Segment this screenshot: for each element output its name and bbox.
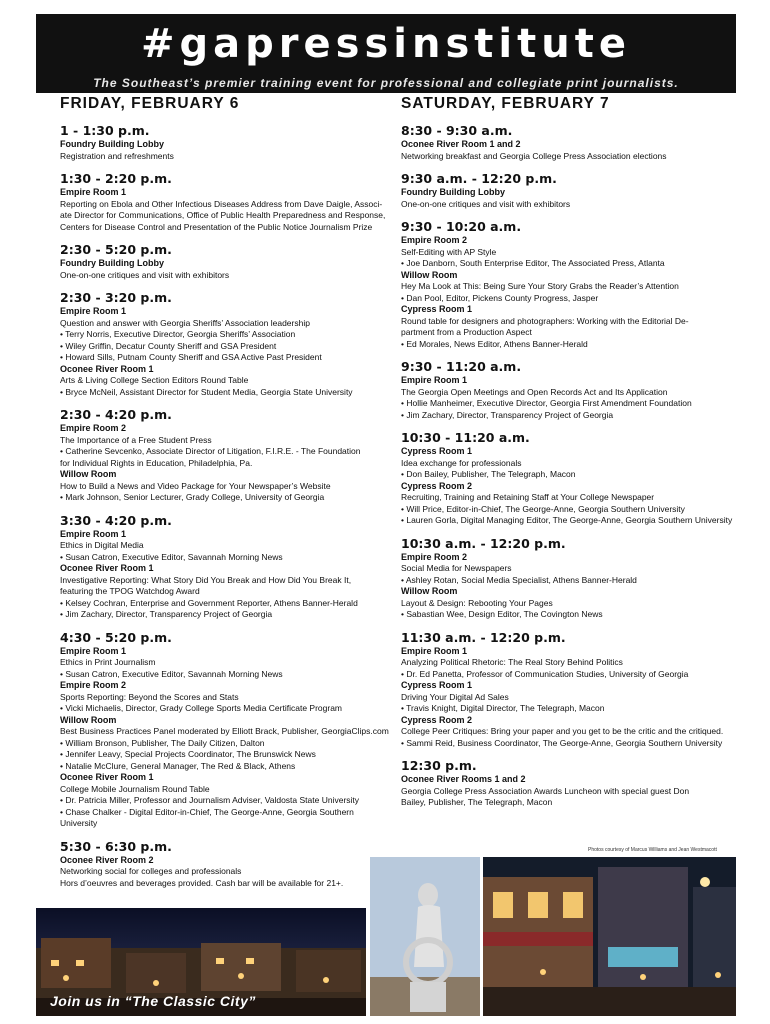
header-banner bbox=[36, 14, 736, 93]
session-block bbox=[60, 171, 390, 233]
session-detail: Georgia College Press Association Awards Luncheon with special guest Don bbox=[401, 785, 690, 796]
session-block bbox=[401, 359, 736, 421]
session-block bbox=[401, 630, 736, 750]
session-room: Oconee River Room 1 bbox=[60, 772, 154, 782]
session-detail: Networking social for colleges and professionals bbox=[60, 866, 242, 876]
session-detail: featuring the TPOG Watchdog Award bbox=[60, 586, 200, 596]
session-detail: Networking breakfast and Georgia College Press Association elections bbox=[401, 150, 667, 161]
saturday-schedule-column bbox=[401, 94, 736, 818]
session-detail: Analyzing Political Rhetoric: The Real Story Behind Politics bbox=[401, 657, 623, 667]
session-detail: • Howard Sills, Putnam County Sheriff and GSA Active Past President bbox=[60, 352, 322, 362]
session-detail: One-on-one critiques and visit with exhibitors bbox=[60, 269, 230, 280]
session-room: Empire Room 1 bbox=[401, 375, 468, 385]
session-block bbox=[60, 407, 390, 504]
session-detail: • Dr. Ed Panetta, Professor of Communication Studies, University of Georgia bbox=[401, 668, 689, 679]
session-room: Foundry Building Lobby bbox=[401, 187, 505, 197]
session-block bbox=[401, 219, 736, 350]
session-detail: • Will Price, Editor-in-Chief, The George-Anne, Georgia Southern University bbox=[401, 503, 685, 514]
session-room: Cypress Room 1 bbox=[401, 680, 473, 690]
session-room: Empire Room 1 bbox=[60, 528, 127, 539]
session-block bbox=[401, 123, 736, 162]
session-detail: • Ed Morales, News Editor, Athens Banner-Herald bbox=[401, 338, 588, 349]
session-time: 9:30 - 11:20 a.m. bbox=[401, 359, 522, 374]
session-detail: • Jim Zachary, Director, Transparency Project of Georgia bbox=[60, 609, 273, 619]
session-detail: Bailey, Publisher, The Telegraph, Macon bbox=[401, 797, 553, 807]
session-room: Cypress Room 1 bbox=[401, 446, 473, 456]
session-detail: • Susan Catron, Executive Editor, Savannah Morning News bbox=[60, 668, 283, 679]
session-detail: • Dr. Patricia Miller, Professor and Journalism Adviser, Valdosta State University bbox=[60, 795, 360, 805]
session-room: Oconee River Room 1 and 2 bbox=[401, 139, 521, 149]
session-block bbox=[401, 536, 736, 621]
session-room: Willow Room bbox=[60, 714, 117, 725]
session-detail: • William Bronson, Publisher, The Daily Citizen, Dalton bbox=[60, 737, 265, 748]
session-detail: Reporting on Ebola and Other Infectious Diseases Address from Dave Daigle, Associ- bbox=[60, 198, 383, 209]
saturday-heading: SATURDAY, FEBRUARY 7 bbox=[401, 95, 610, 112]
session-room: Cypress Room 2 bbox=[401, 480, 473, 491]
downtown-athens-storefronts-photo bbox=[483, 857, 736, 1016]
session-detail: How to Build a News and Video Package for Your Newspaper’s Website bbox=[60, 480, 331, 491]
session-detail: • Jennifer Leavy, Special Projects Coordinator, The Brunswick News bbox=[60, 749, 316, 759]
session-detail: Self-Editing with AP Style bbox=[401, 246, 497, 257]
session-room: Empire Room 2 bbox=[401, 235, 468, 245]
session-detail: Best Business Practices Panel moderated by Elliott Brack, Publisher, GeorgiaClips.com bbox=[60, 726, 389, 736]
session-detail: • Natalie McClure, General Manager, The Red & Black, Athens bbox=[60, 760, 296, 771]
session-detail: • Hollie Manheimer, Executive Director, Georgia First Amendment Foundation bbox=[401, 398, 692, 408]
session-detail: Sports Reporting: Beyond the Scores and Stats bbox=[60, 691, 239, 702]
session-detail: • Susan Catron, Executive Editor, Savannah Morning News bbox=[60, 551, 283, 562]
session-detail: Social Media for Newspapers bbox=[401, 563, 512, 573]
session-time: 4:30 - 5:20 p.m. bbox=[60, 629, 172, 645]
session-detail: • Ashley Rotan, Social Media Specialist, Athens Banner-Herald bbox=[401, 574, 637, 585]
session-detail: Registration and refreshments bbox=[60, 150, 174, 161]
photo-credit: Photos courtesy of Marcus Williams and Jean Westmacott bbox=[588, 847, 717, 853]
session-room: Foundry Building Lobby bbox=[60, 139, 164, 149]
session-detail: • Vicki Michaelis, Director, Grady College Sports Media Certificate Program bbox=[60, 703, 343, 713]
event-hashtag-title: #gapressinstitute bbox=[141, 21, 631, 67]
session-room: Empire Room 1 bbox=[60, 187, 127, 197]
session-detail: • Joe Danborn, South Enterprise Editor, The Associated Press, Atlanta bbox=[401, 258, 665, 268]
session-detail: College Peer Critiques: Bring your paper and you get to be the critic and the critiqued. bbox=[401, 726, 724, 736]
friday-schedule-column bbox=[60, 94, 390, 898]
session-detail: • Kelsey Cochran, Enterprise and Government Reporter, Athens Banner-Herald bbox=[60, 597, 358, 608]
session-detail: • Catherine Sevcenko, Associate Director of Litigation, F.I.R.E. - The Foundation bbox=[60, 446, 361, 456]
session-detail: • Sammi Reid, Business Coordinator, The George-Anne, Georgia Southern University bbox=[401, 737, 723, 748]
session-block bbox=[60, 123, 390, 162]
session-detail: • Wiley Griffin, Decatur County Sheriff and GSA President bbox=[60, 340, 277, 351]
session-detail: • Mark Johnson, Senior Lecturer, Grady College, University of Georgia bbox=[60, 492, 325, 502]
session-room: Willow Room bbox=[401, 586, 458, 596]
session-room: Empire Room 1 bbox=[60, 306, 127, 316]
session-room: Willow Room bbox=[401, 269, 458, 280]
session-detail: ate Director for Communications, Office of Public Health Preparedness and Response, bbox=[60, 210, 386, 220]
session-time: 9:30 - 10:20 a.m. bbox=[401, 219, 522, 234]
session-detail: • Terry Norris, Executive Director, Georgia Sheriffs’ Association bbox=[60, 329, 296, 339]
session-room: Empire Room 2 bbox=[401, 551, 468, 562]
session-detail: • Jim Zachary, Director, Transparency Project of Georgia bbox=[401, 409, 614, 420]
session-room: Empire Room 2 bbox=[60, 423, 127, 433]
session-detail: Round table for designers and photographers: Working with the Editorial De- bbox=[401, 315, 689, 326]
session-detail: Centers for Disease Control and Presentation of the Public Notice Journalism Prize bbox=[60, 221, 373, 232]
session-detail: Driving Your Digital Ad Sales bbox=[401, 691, 509, 702]
session-detail: • Chase Chalker - Digital Editor-in-Chief, The George-Anne, Georgia Southern University bbox=[60, 806, 354, 828]
session-detail: Recruiting, Training and Retaining Staff at Your College Newspaper bbox=[401, 492, 655, 502]
session-detail: Investigative Reporting: What Story Did You Break and How Did You Break It, bbox=[60, 574, 352, 585]
session-detail: • Dan Pool, Editor, Pickens County Progress, Jasper bbox=[401, 292, 599, 303]
session-detail: Ethics in Print Journalism bbox=[60, 657, 156, 667]
session-detail: College Mobile Journalism Round Table bbox=[60, 783, 210, 794]
session-time: 12:30 p.m. bbox=[401, 758, 477, 773]
session-time: 2:30 - 5:20 p.m. bbox=[60, 242, 172, 257]
session-detail: • Bryce McNeil, Assistant Director for Student Media, Georgia State University bbox=[60, 386, 353, 397]
session-detail: for Individual Rights in Education, Philadelphia, Pa. bbox=[60, 457, 253, 468]
session-detail: Question and answer with Georgia Sheriffs’ Association leadership bbox=[60, 317, 310, 328]
session-room: Empire Room 1 bbox=[60, 645, 127, 656]
session-time: 10:30 a.m. - 12:20 p.m. bbox=[401, 535, 566, 551]
session-detail: • Don Bailey, Publisher, The Telegraph, Macon bbox=[401, 469, 576, 479]
session-time: 2:30 - 4:20 p.m. bbox=[60, 407, 172, 422]
session-time: 10:30 - 11:20 a.m. bbox=[401, 430, 530, 445]
footer-caption: Join us in “The Classic City” bbox=[50, 993, 256, 1009]
session-block bbox=[60, 290, 390, 398]
session-detail: The Importance of a Free Student Press bbox=[60, 434, 212, 445]
session-time: 2:30 - 3:20 p.m. bbox=[60, 290, 172, 305]
session-detail: Idea exchange for professionals bbox=[401, 457, 522, 468]
session-time: 9:30 a.m. - 12:20 p.m. bbox=[401, 171, 557, 186]
session-detail: The Georgia Open Meetings and Open Records Act and Its Application bbox=[401, 386, 668, 397]
session-detail: Hey Ma Look at This: Being Sure Your Story Grabs the Reader’s Attention bbox=[401, 281, 679, 291]
session-detail: Ethics in Digital Media bbox=[60, 540, 144, 550]
session-detail: • Travis Knight, Digital Director, The Telegraph, Macon bbox=[401, 703, 605, 713]
session-room: Oconee River Rooms 1 and 2 bbox=[401, 774, 526, 784]
session-room: Oconee River Room 1 bbox=[60, 363, 154, 374]
session-detail: • Lauren Gorla, Digital Managing Editor, The George-Anne, Georgia Southern University bbox=[401, 515, 733, 525]
session-detail: Arts & Living College Section Editors Round Table bbox=[60, 375, 249, 385]
session-room: Cypress Room 2 bbox=[401, 714, 473, 725]
statue-photo bbox=[370, 857, 480, 1016]
session-block bbox=[401, 758, 736, 809]
session-room: Empire Room 1 bbox=[401, 645, 468, 656]
session-room: Foundry Building Lobby bbox=[60, 258, 164, 268]
session-time: 8:30 - 9:30 a.m. bbox=[401, 123, 513, 138]
session-room: Oconee River Room 2 bbox=[60, 854, 154, 865]
session-block bbox=[401, 171, 736, 210]
session-room: Cypress Room 1 bbox=[401, 304, 473, 314]
session-time: 11:30 a.m. - 12:20 p.m. bbox=[401, 629, 566, 645]
session-block bbox=[60, 242, 390, 281]
session-block bbox=[401, 430, 736, 527]
event-tagline: The Southeast’s premier training event for professional and collegiate print journalists. bbox=[93, 76, 679, 90]
session-detail: Layout & Design: Rebooting Your Pages bbox=[401, 597, 553, 608]
session-block bbox=[60, 630, 390, 830]
session-time: 1 - 1:30 p.m. bbox=[60, 123, 150, 138]
friday-heading: FRIDAY, FEBRUARY 6 bbox=[60, 95, 240, 112]
session-time: 3:30 - 4:20 p.m. bbox=[60, 512, 172, 528]
session-block bbox=[60, 839, 390, 890]
session-block bbox=[60, 513, 390, 621]
session-room: Empire Room 2 bbox=[60, 680, 127, 690]
session-detail: Hors d’oeuvres and beverages provided. Cash bar will be available for 21+. bbox=[60, 877, 344, 888]
session-room: Oconee River Room 1 bbox=[60, 563, 154, 573]
session-time: 5:30 - 6:30 p.m. bbox=[60, 838, 172, 854]
session-time: 1:30 - 2:20 p.m. bbox=[60, 171, 172, 186]
session-detail: partment from a Production Aspect bbox=[401, 327, 532, 337]
session-room: Willow Room bbox=[60, 469, 117, 479]
session-detail: • Sabastian Wee, Design Editor, The Covington News bbox=[401, 609, 603, 619]
session-detail: One-on-one critiques and visit with exhibitors bbox=[401, 198, 571, 209]
